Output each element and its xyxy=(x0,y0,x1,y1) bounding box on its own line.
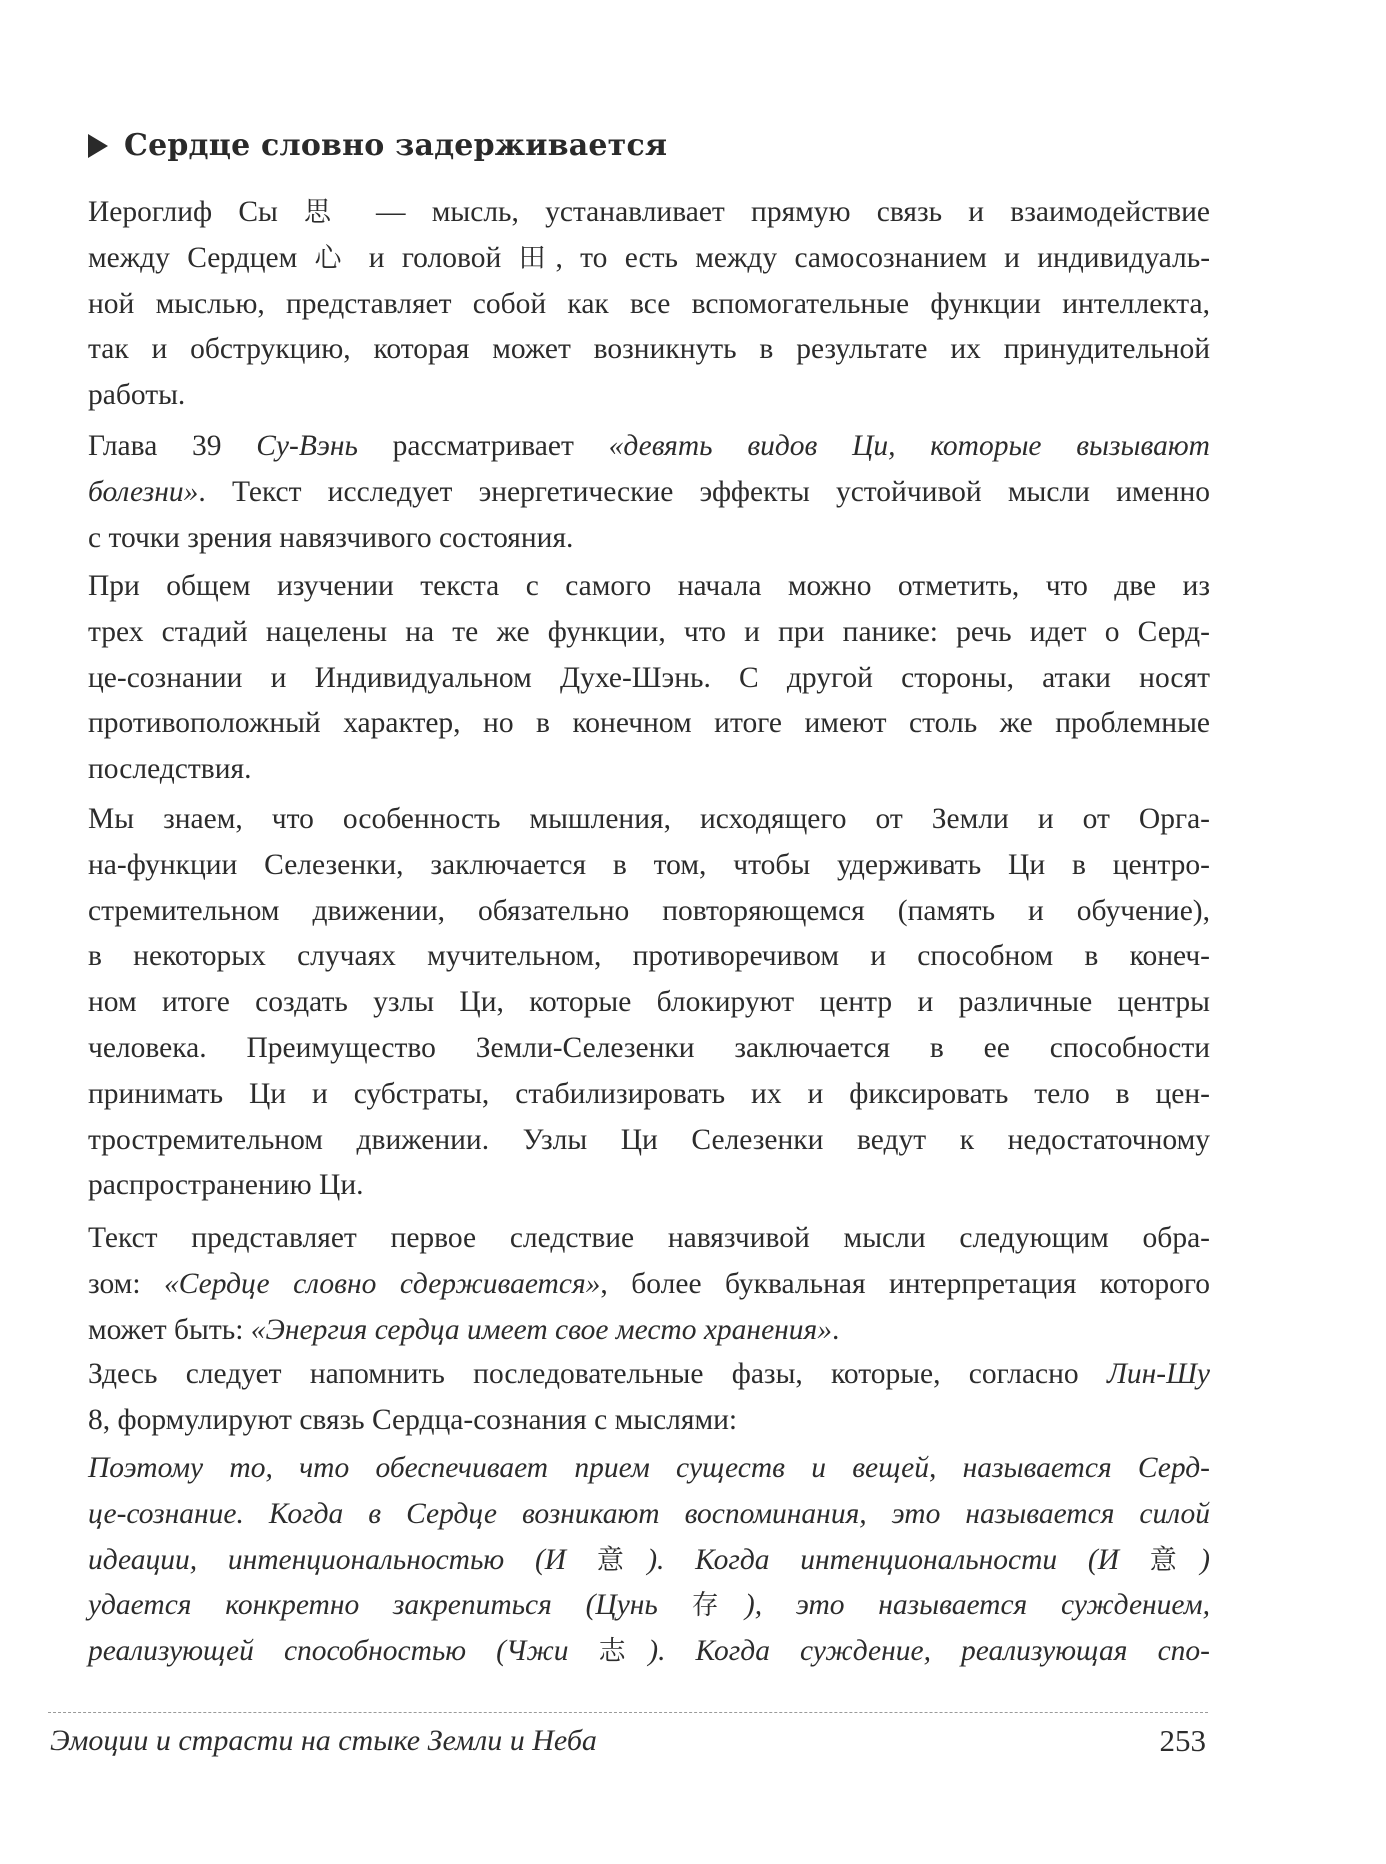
p3-line-1: При общем изучении текста с самого начала можно отметить, что две из xyxy=(88,570,1210,602)
text-span: ). Когда суждение, реализующая спо- xyxy=(648,1635,1210,1668)
p6-line-1 xyxy=(88,1352,1210,1398)
text-span: Глава 39 xyxy=(88,430,257,462)
text-span: между Сердцем xyxy=(88,241,315,274)
cjk-head: 田 xyxy=(518,242,556,274)
cjk-cun: 存 xyxy=(691,1590,745,1622)
text-span: Иероглиф Сы xyxy=(88,196,305,228)
p7-line-1: Поэтому то, что обеспечивает прием существ и вещей, называется Серд- xyxy=(88,1452,1210,1484)
paragraph-3 xyxy=(88,564,1210,793)
text-span: идеации, интенциональностью (И xyxy=(88,1543,597,1576)
p1-line-4: так и обструкцию, которая может возникнуть в результате их принудительной xyxy=(88,333,1210,366)
text-span: реализующей способностью (Чжи xyxy=(88,1635,599,1668)
text-span: и головой xyxy=(351,241,519,274)
quote: болезни» xyxy=(88,475,199,508)
p5-line-2 xyxy=(88,1262,1210,1308)
running-footer-title: Эмоции и страсти на стыке Земли и Неба xyxy=(50,1724,597,1757)
text-span: . Текст исследует энергетические эффекты устойчивой мысли именно xyxy=(198,475,1210,508)
p5-line-1: Текст представляет первое следствие навязчивой мысли следующим обра- xyxy=(88,1222,1210,1254)
p3-line-5: последствия. xyxy=(88,753,252,786)
text-span: , то есть между самосознанием и индивидуаль- xyxy=(555,241,1211,274)
p4-line-2: на-функции Селезенки, заключается в том, чтобы удерживать Ци в центро- xyxy=(88,848,1210,881)
p4-line-1: Мы знаем, что особенность мышления, исходящего от Земли и от Орга- xyxy=(88,803,1210,835)
heading-text: Сердце словно задерживается xyxy=(124,128,668,163)
text-span: ). Когда интенциональности (И xyxy=(647,1543,1150,1576)
source-title: Су-Вэнь xyxy=(256,430,358,462)
p1-line-3: ной мыслью, представляет собой как все вспомогательные функции интеллекта, xyxy=(88,287,1210,320)
p3-line-4: противоположный характер, но в конечном итоге имеют столь же проблемные xyxy=(88,707,1210,740)
paragraph-2 xyxy=(88,424,1210,561)
p5-line-3 xyxy=(88,1308,1210,1354)
cjk-yi: 意 xyxy=(596,1544,648,1576)
triangle-bullet-icon xyxy=(88,134,108,158)
text-span: ), это называется суждением, xyxy=(744,1589,1210,1622)
p7-line-5 xyxy=(88,1629,1210,1675)
p4-line-9: распространению Ци. xyxy=(88,1169,364,1202)
p1-line-1 xyxy=(88,190,1210,236)
p2-line-3: с точки зрения навязчивого состояния. xyxy=(88,521,574,554)
p3-line-2: трех стадий нацелены на те же функции, что и при панике: речь идет о Серд- xyxy=(88,615,1210,648)
paragraph-7-quotation xyxy=(88,1446,1210,1675)
paragraph-4 xyxy=(88,797,1210,1209)
p4-line-8: тростремительном движении. Узлы Ци Селезенки ведут к недостаточному xyxy=(88,1123,1210,1156)
source-title: Лин-Шу xyxy=(1106,1358,1210,1390)
section-heading xyxy=(88,128,1210,181)
p2-line-1 xyxy=(88,424,1210,470)
text-span: удается конкретно закрепиться (Цунь xyxy=(88,1589,692,1622)
p2-line-2 xyxy=(88,470,1210,516)
footer-divider xyxy=(48,1712,1208,1713)
text-span: , более буквальная интерпретация которого xyxy=(600,1267,1210,1300)
p1-line-2 xyxy=(88,236,1210,282)
p7-line-3 xyxy=(88,1538,1210,1584)
p4-line-7: принимать Ци и субстраты, стабилизировать их и фиксировать тело в цен- xyxy=(88,1077,1210,1110)
cjk-zhi: 志 xyxy=(598,1636,649,1668)
paragraph-5 xyxy=(88,1216,1210,1353)
paragraph-6 xyxy=(88,1352,1210,1444)
p6-line-2: 8, формулируют связь Сердца-сознания с мыслями: xyxy=(88,1403,738,1436)
quote: «Энергия сердца имеет свое место хранения» xyxy=(250,1313,833,1346)
p4-line-6: человека. Преимущество Земли-Селезенки заключается в ее способности xyxy=(88,1031,1210,1064)
cjk-si: 思 xyxy=(304,197,350,228)
cjk-yi: 意 xyxy=(1149,1544,1201,1576)
text-span: — мысль, устанавливает прямую связь и взаимодействие xyxy=(349,196,1211,228)
quote: «девять видов Ци, которые вызывают xyxy=(608,430,1210,462)
text-span: . xyxy=(832,1313,840,1346)
text-span: Здесь следует напомнить последовательные фазы, которые, согласно xyxy=(88,1358,1107,1390)
quote: «Сердце словно сдерживается» xyxy=(164,1267,601,1300)
paragraph-1 xyxy=(88,190,1210,419)
text-span: ) xyxy=(1200,1543,1210,1576)
p3-line-3: це-сознании и Индивидуальном Духе-Шэнь. С другой стороны, атаки носят xyxy=(88,661,1210,694)
text-span: может быть: xyxy=(88,1313,251,1346)
cjk-heart: 心 xyxy=(314,242,352,274)
text-span: зом: xyxy=(88,1267,165,1300)
p1-line-5: работы. xyxy=(88,379,186,412)
p7-line-4 xyxy=(88,1583,1210,1629)
p4-line-3: стремительном движении, обязательно повторяющемся (память и обучение), xyxy=(88,894,1210,927)
page-number: 253 xyxy=(1159,1723,1206,1758)
p4-line-4: в некоторых случаях мучительном, противоречивом и способном в конеч- xyxy=(88,940,1210,973)
text-span: рассматривает xyxy=(357,430,609,462)
p7-line-2: це-сознание. Когда в Сердце возникают воспоминания, это называется силой xyxy=(88,1497,1210,1530)
p4-line-5: ном итоге создать узлы Ци, которые блокируют центр и различные центры xyxy=(88,986,1210,1019)
